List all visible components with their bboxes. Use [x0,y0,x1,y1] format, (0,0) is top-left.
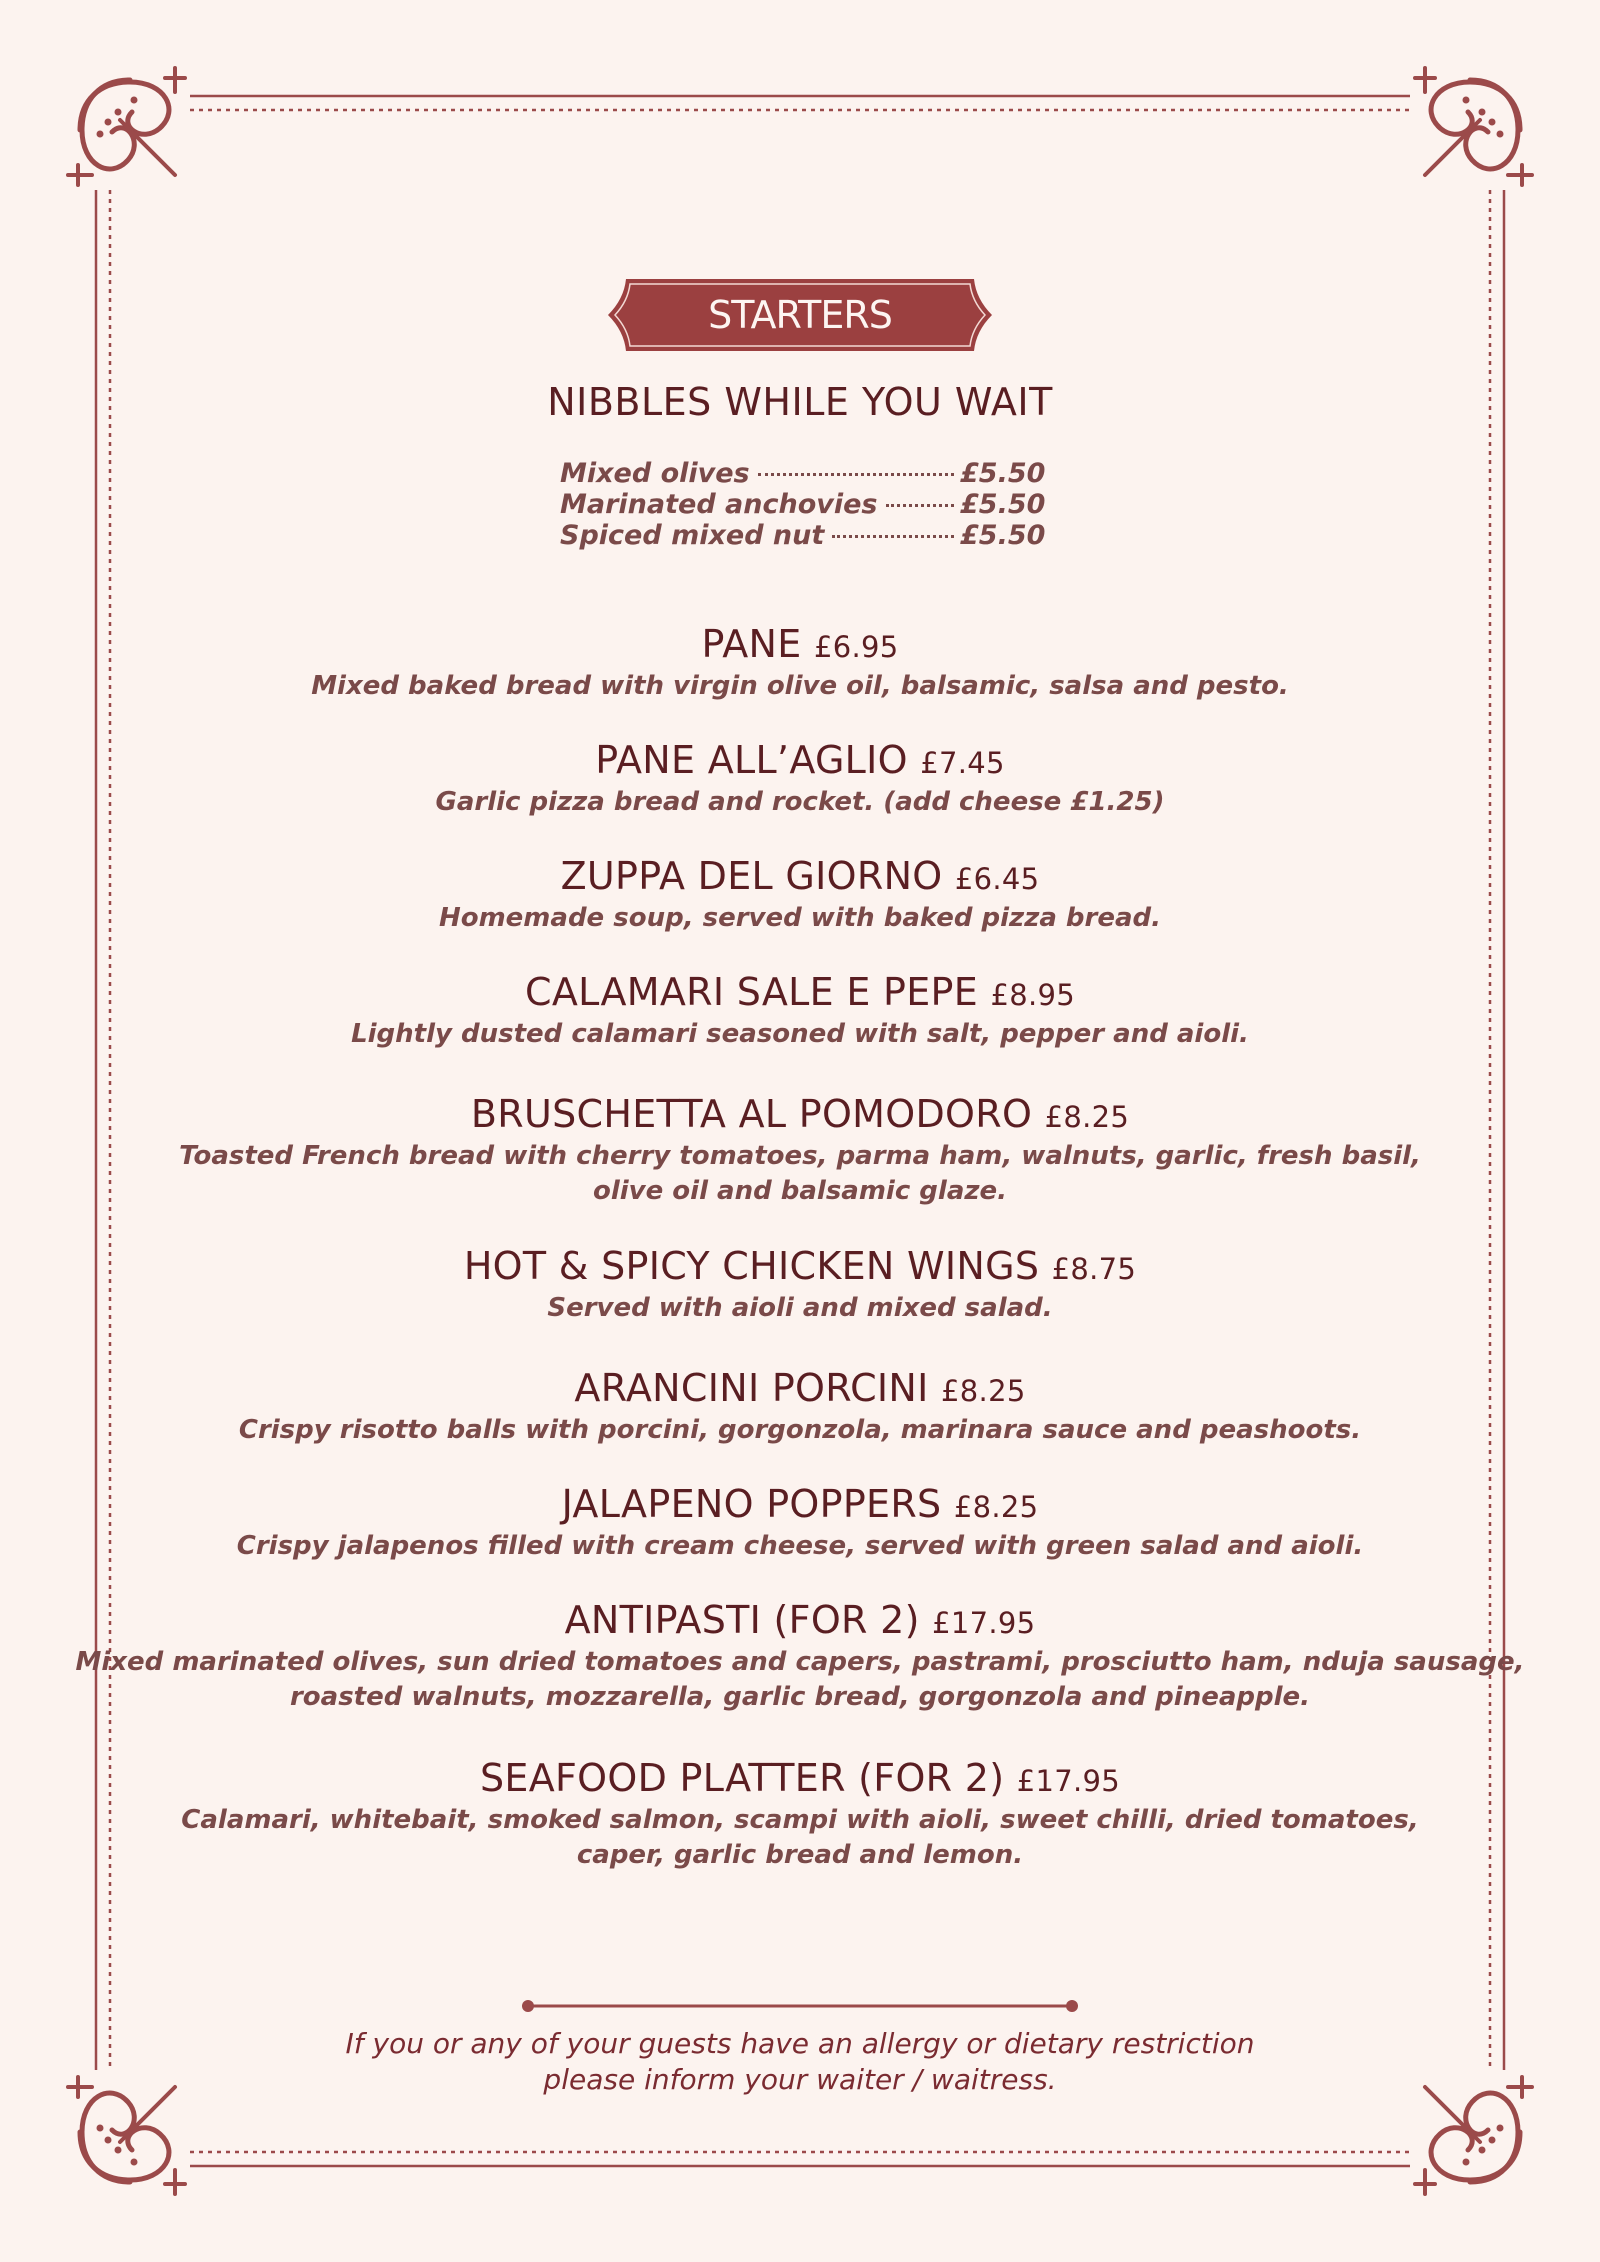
dish-description: Homemade soup, served with baked pizza bread. [438,903,1162,933]
allergy-line: please inform your waiter / waitress. [543,2063,1057,2096]
dish-description: olive oil and balsamic glaze. [592,1176,1008,1206]
section-banner [604,275,996,355]
dish-price: £8.95 [990,978,1075,1012]
nibble-item [560,489,1046,520]
dish-price: £8.25 [941,1374,1026,1408]
section-title: STARTERS [708,293,892,337]
dish-item [0,970,1600,1052]
dish-description: roasted walnuts, mozzarella, garlic bread, gorgonzola and pineapple. [289,1682,1311,1712]
corner-ornament-top-left [68,68,185,185]
nibble-item [560,458,1046,489]
footer-divider [522,2000,1078,2012]
dot-leader [758,473,954,476]
dish-heading [0,1092,1600,1139]
dish-name: CALAMARI SALE E PEPE [525,970,979,1014]
dish-description: Crispy risotto balls with porcini, gorgonzola, marinara sauce and peashoots. [238,1415,1362,1445]
nibble-name: Marinated anchovies [560,489,878,520]
dish-price: £8.75 [1051,1252,1137,1286]
dish-heading [0,738,1600,785]
dish-item [0,1482,1600,1564]
dish-description: Crispy jalapenos filled with cream cheese, served with green salad and aioli. [236,1531,1364,1561]
nibbles-heading: NIBBLES WHILE YOU WAIT [547,380,1053,424]
dish-name: PANE ALL’AGLIO [595,738,908,782]
dot-leader [832,535,954,538]
dish-price: £17.95 [932,1606,1036,1640]
dish-item [0,1756,1600,1873]
nibble-name: Mixed olives [560,458,750,489]
dish-heading [0,854,1600,901]
allergy-line: If you or any of your guests have an allergy or dietary restriction [345,2027,1255,2060]
dish-name: HOT & SPICY CHICKEN WINGS [463,1244,1040,1288]
dish-item [0,738,1600,820]
dish-name: SEAFOOD PLATTER (FOR 2) [479,1756,1005,1800]
dish-name: ZUPPA DEL GIORNO [560,854,943,898]
dish-description: Lightly dusted calamari seasoned with salt, pepper and aioli. [351,1019,1249,1049]
dish-name: BRUSCHETTA AL POMODORO [470,1092,1033,1136]
dish-description: Served with aioli and mixed salad. [547,1293,1053,1323]
allergy-notice [0,2026,1600,2098]
dish-description: Mixed baked bread with virgin olive oil, balsamic, salsa and pesto. [311,671,1289,701]
dish-name: PANE [701,622,802,666]
dish-price: £6.95 [813,630,899,664]
dish-price: £8.25 [953,1490,1039,1524]
dot-leader [886,504,954,507]
dish-heading [0,1366,1600,1413]
dish-name: ARANCINI PORCINI [574,1366,929,1410]
dish-heading [0,1598,1600,1645]
dish-price: £17.95 [1016,1764,1121,1798]
dish-heading [0,1756,1600,1803]
dish-price: £6.45 [954,862,1040,896]
nibbles-list [560,458,1046,551]
dish-name: JALAPENO POPPERS [561,1482,942,1526]
nibble-item [560,520,1046,551]
dish-price: £7.45 [920,746,1005,780]
dish-description: caper, garlic bread and lemon. [576,1840,1024,1870]
dish-heading [0,1244,1600,1291]
dish-description: Mixed marinated olives, sun dried tomatoes and capers, pastrami, prosciutto ham, nduja sausage, [75,1647,1525,1677]
nibble-price: £5.50 [960,520,1046,551]
dish-heading [0,622,1600,669]
dish-price: £8.25 [1044,1100,1130,1134]
dish-item [0,622,1600,704]
dish-description: Calamari, whitebait, smoked salmon, scampi with aioli, sweet chilli, dried tomatoes, [181,1805,1419,1835]
dish-item [0,1244,1600,1326]
dish-description: Toasted French bread with cherry tomatoes, parma ham, walnuts, garlic, fresh basil, [179,1141,1421,1171]
corner-ornament-top-right [1415,68,1532,185]
dish-name: ANTIPASTI (FOR 2) [564,1598,920,1642]
dish-item [0,854,1600,936]
dish-heading [0,970,1600,1017]
nibble-price: £5.50 [960,489,1046,520]
dish-item [0,1092,1600,1209]
dish-item [0,1598,1600,1715]
nibble-name: Spiced mixed nut [560,520,825,551]
nibble-price: £5.50 [960,458,1046,489]
dish-description: Garlic pizza bread and rocket. (add cheese £1.25) [435,787,1165,817]
dish-heading [0,1482,1600,1529]
dish-item [0,1366,1600,1448]
